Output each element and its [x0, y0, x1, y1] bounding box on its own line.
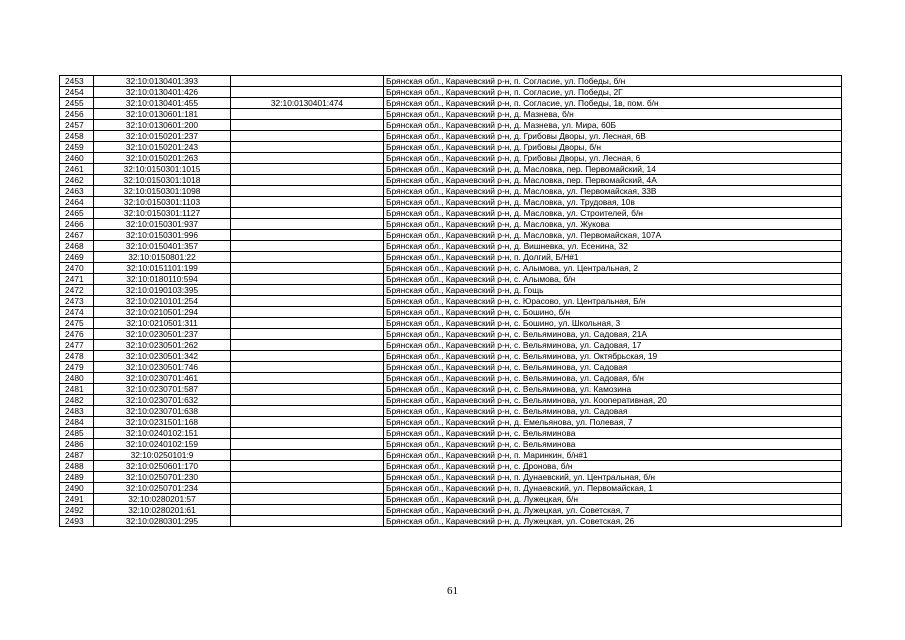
cadastral-number-cell: 32:10:0150301:937 [94, 219, 231, 230]
cadastral-number-cell: 32:10:0150301:1098 [94, 186, 231, 197]
related-cadastral-number-cell [231, 340, 384, 351]
table-row [60, 516, 842, 527]
cadastral-number-cell: 32:10:0231501:168 [94, 417, 231, 428]
table-row [60, 208, 842, 219]
cadastral-number-cell: 32:10:0150801:22 [94, 252, 231, 263]
address-cell: Брянская обл., Карачевский р-н, д. Лужецкая, б/н [384, 494, 842, 505]
row-number-cell: 2457 [60, 120, 94, 131]
table-row [60, 153, 842, 164]
table-row [60, 120, 842, 131]
address-cell: Брянская обл., Карачевский р-н, д. Лужецкая, ул. Советская, 26 [384, 516, 842, 527]
related-cadastral-number-cell [231, 362, 384, 373]
row-number-cell: 2484 [60, 417, 94, 428]
row-number-cell: 2460 [60, 153, 94, 164]
row-number-cell: 2465 [60, 208, 94, 219]
related-cadastral-number-cell [231, 131, 384, 142]
related-cadastral-number-cell [231, 516, 384, 527]
cadastral-number-cell: 32:10:0150301:1103 [94, 197, 231, 208]
row-number-cell: 2489 [60, 472, 94, 483]
address-cell: Брянская обл., Карачевский р-н, с. Вельяминова, ул. Садовая, 21А [384, 329, 842, 340]
related-cadastral-number-cell [231, 329, 384, 340]
address-cell: Брянская обл., Карачевский р-н, с. Алымова, б/н [384, 274, 842, 285]
related-cadastral-number-cell: 32:10:0130401:474 [231, 98, 384, 109]
related-cadastral-number-cell [231, 263, 384, 274]
address-cell: Брянская обл., Карачевский р-н, с. Алымова, ул. Центральная, 2 [384, 263, 842, 274]
row-number-cell: 2462 [60, 175, 94, 186]
address-cell: Брянская обл., Карачевский р-н, п. Дунаевский, ул. Центральная, б/н [384, 472, 842, 483]
table-row [60, 285, 842, 296]
row-number-cell: 2454 [60, 87, 94, 98]
cadastral-number-cell: 32:10:0150201:243 [94, 142, 231, 153]
table-row [60, 395, 842, 406]
cadastral-number-cell: 32:10:0130401:426 [94, 87, 231, 98]
table-row [60, 461, 842, 472]
registry-sheet [59, 75, 842, 527]
cadastral-number-cell: 32:10:0230501:342 [94, 351, 231, 362]
related-cadastral-number-cell [231, 417, 384, 428]
table-row [60, 76, 842, 87]
cadastral-number-cell: 32:10:0230501:262 [94, 340, 231, 351]
related-cadastral-number-cell [231, 373, 384, 384]
table-row [60, 494, 842, 505]
row-number-cell: 2469 [60, 252, 94, 263]
related-cadastral-number-cell [231, 395, 384, 406]
cadastral-number-cell: 32:10:0230701:587 [94, 384, 231, 395]
registry-table-body [60, 76, 842, 527]
table-row [60, 450, 842, 461]
address-cell: Брянская обл., Карачевский р-н, д. Мазнева, б/н [384, 109, 842, 120]
related-cadastral-number-cell [231, 274, 384, 285]
address-cell: Брянская обл., Карачевский р-н, с. Вельяминова, ул. Кооперативная, 20 [384, 395, 842, 406]
row-number-cell: 2482 [60, 395, 94, 406]
cadastral-number-cell: 32:10:0150201:263 [94, 153, 231, 164]
table-row [60, 109, 842, 120]
cadastral-number-cell: 32:10:0150301:1018 [94, 175, 231, 186]
cadastral-number-cell: 32:10:0210501:311 [94, 318, 231, 329]
related-cadastral-number-cell [231, 109, 384, 120]
related-cadastral-number-cell [231, 186, 384, 197]
row-number-cell: 2493 [60, 516, 94, 527]
row-number-cell: 2491 [60, 494, 94, 505]
address-cell: Брянская обл., Карачевский р-н, п. Маринкин, б/н#1 [384, 450, 842, 461]
cadastral-number-cell: 32:10:0150301:1015 [94, 164, 231, 175]
address-cell: Брянская обл., Карачевский р-н, д. Мазнева, ул. Мира, 60Б [384, 120, 842, 131]
cadastral-number-cell: 32:10:0230701:461 [94, 373, 231, 384]
address-cell: Брянская обл., Карачевский р-н, п. Долгий, Б/Н#1 [384, 252, 842, 263]
cadastral-number-cell: 32:10:0250701:230 [94, 472, 231, 483]
related-cadastral-number-cell [231, 384, 384, 395]
related-cadastral-number-cell [231, 175, 384, 186]
cadastral-number-cell: 32:10:0240102:151 [94, 428, 231, 439]
row-number-cell: 2470 [60, 263, 94, 274]
row-number-cell: 2459 [60, 142, 94, 153]
row-number-cell: 2475 [60, 318, 94, 329]
row-number-cell: 2456 [60, 109, 94, 120]
table-row [60, 142, 842, 153]
cadastral-number-cell: 32:10:0230701:632 [94, 395, 231, 406]
row-number-cell: 2468 [60, 241, 94, 252]
row-number-cell: 2483 [60, 406, 94, 417]
row-number-cell: 2473 [60, 296, 94, 307]
address-cell: Брянская обл., Карачевский р-н, д. Гощь [384, 285, 842, 296]
row-number-cell: 2476 [60, 329, 94, 340]
address-cell: Брянская обл., Карачевский р-н, с. Дронова, б/н [384, 461, 842, 472]
related-cadastral-number-cell [231, 164, 384, 175]
table-row [60, 197, 842, 208]
related-cadastral-number-cell [231, 428, 384, 439]
related-cadastral-number-cell [231, 461, 384, 472]
cadastral-number-cell: 32:10:0280201:61 [94, 505, 231, 516]
table-row [60, 340, 842, 351]
address-cell: Брянская обл., Карачевский р-н, д. Масловка, ул. Трудовая, 10в [384, 197, 842, 208]
related-cadastral-number-cell [231, 472, 384, 483]
cadastral-number-cell: 32:10:0250701:234 [94, 483, 231, 494]
address-cell: Брянская обл., Карачевский р-н, п. Согласие, ул. Победы, 2Г [384, 87, 842, 98]
row-number-cell: 2463 [60, 186, 94, 197]
page-number: 61 [447, 585, 458, 597]
row-number-cell: 2488 [60, 461, 94, 472]
row-number-cell: 2453 [60, 76, 94, 87]
address-cell: Брянская обл., Карачевский р-н, с. Вельяминова, ул. Садовая, 17 [384, 340, 842, 351]
cadastral-number-cell: 32:10:0151101:199 [94, 263, 231, 274]
row-number-cell: 2467 [60, 230, 94, 241]
related-cadastral-number-cell [231, 197, 384, 208]
table-row [60, 87, 842, 98]
related-cadastral-number-cell [231, 307, 384, 318]
related-cadastral-number-cell [231, 241, 384, 252]
table-row [60, 439, 842, 450]
table-row [60, 252, 842, 263]
address-cell: Брянская обл., Карачевский р-н, д. Грибовы Дворы, ул. Лесная, 6В [384, 131, 842, 142]
address-cell: Брянская обл., Карачевский р-н, с. Вельяминова [384, 439, 842, 450]
row-number-cell: 2471 [60, 274, 94, 285]
address-cell: Брянская обл., Карачевский р-н, п. Дунаевский, ул. Первомайская, 1 [384, 483, 842, 494]
address-cell: Брянская обл., Карачевский р-н, д. Масловка, ул. Строителей, б/н [384, 208, 842, 219]
address-cell: Брянская обл., Карачевский р-н, п. Согласие, ул. Победы, 1в, пом. б/н [384, 98, 842, 109]
table-row [60, 428, 842, 439]
cadastral-number-cell: 32:10:0130601:181 [94, 109, 231, 120]
related-cadastral-number-cell [231, 87, 384, 98]
table-row [60, 417, 842, 428]
table-row [60, 505, 842, 516]
related-cadastral-number-cell [231, 494, 384, 505]
cadastral-number-cell: 32:10:0210101:254 [94, 296, 231, 307]
row-number-cell: 2485 [60, 428, 94, 439]
cadastral-number-cell: 32:10:0230701:638 [94, 406, 231, 417]
cadastral-number-cell: 32:10:0230501:746 [94, 362, 231, 373]
cadastral-number-cell: 32:10:0150301:996 [94, 230, 231, 241]
cadastral-number-cell: 32:10:0130401:393 [94, 76, 231, 87]
related-cadastral-number-cell [231, 230, 384, 241]
address-cell: Брянская обл., Карачевский р-н, с. Бошино, б/н [384, 307, 842, 318]
address-cell: Брянская обл., Карачевский р-н, д. Грибовы Дворы, ул. Лесная, 6 [384, 153, 842, 164]
row-number-cell: 2492 [60, 505, 94, 516]
address-cell: Брянская обл., Карачевский р-н, с. Вельяминова, ул. Камозина [384, 384, 842, 395]
row-number-cell: 2477 [60, 340, 94, 351]
related-cadastral-number-cell [231, 450, 384, 461]
registry-table [59, 75, 842, 527]
address-cell: Брянская обл., Карачевский р-н, с. Бошино, ул. Школьная, 3 [384, 318, 842, 329]
table-row [60, 384, 842, 395]
related-cadastral-number-cell [231, 439, 384, 450]
row-number-cell: 2479 [60, 362, 94, 373]
row-number-cell: 2472 [60, 285, 94, 296]
related-cadastral-number-cell [231, 406, 384, 417]
address-cell: Брянская обл., Карачевский р-н, с. Вельяминова, ул. Садовая [384, 406, 842, 417]
address-cell: Брянская обл., Карачевский р-н, д. Масловка, ул. Первомайская, 33В [384, 186, 842, 197]
table-row [60, 351, 842, 362]
cadastral-number-cell: 32:10:0230501:237 [94, 329, 231, 340]
cadastral-number-cell: 32:10:0250101:9 [94, 450, 231, 461]
row-number-cell: 2486 [60, 439, 94, 450]
table-row [60, 373, 842, 384]
cadastral-number-cell: 32:10:0280201:57 [94, 494, 231, 505]
related-cadastral-number-cell [231, 76, 384, 87]
related-cadastral-number-cell [231, 296, 384, 307]
address-cell: Брянская обл., Карачевский р-н, с. Вельяминова, ул. Садовая, б/н [384, 373, 842, 384]
related-cadastral-number-cell [231, 208, 384, 219]
address-cell: Брянская обл., Карачевский р-н, с. Юрасово, ул. Центральная, Б/н [384, 296, 842, 307]
table-row [60, 131, 842, 142]
cadastral-number-cell: 32:10:0280301:295 [94, 516, 231, 527]
address-cell: Брянская обл., Карачевский р-н, д. Лужецкая, ул. Советская, 7 [384, 505, 842, 516]
table-row [60, 318, 842, 329]
address-cell: Брянская обл., Карачевский р-н, с. Вельяминова, ул. Октябрьская, 19 [384, 351, 842, 362]
related-cadastral-number-cell [231, 120, 384, 131]
row-number-cell: 2490 [60, 483, 94, 494]
cadastral-number-cell: 32:10:0150201:237 [94, 131, 231, 142]
table-row [60, 219, 842, 230]
cadastral-number-cell: 32:10:0150401:357 [94, 241, 231, 252]
row-number-cell: 2455 [60, 98, 94, 109]
related-cadastral-number-cell [231, 219, 384, 230]
table-row [60, 241, 842, 252]
row-number-cell: 2481 [60, 384, 94, 395]
table-row [60, 472, 842, 483]
row-number-cell: 2461 [60, 164, 94, 175]
row-number-cell: 2474 [60, 307, 94, 318]
address-cell: Брянская обл., Карачевский р-н, с. Вельяминова, ул. Садовая [384, 362, 842, 373]
address-cell: Брянская обл., Карачевский р-н, д. Масловка, пер. Первомайский, 4А [384, 175, 842, 186]
address-cell: Брянская обл., Карачевский р-н, д. Масловка, ул. Жукова [384, 219, 842, 230]
row-number-cell: 2464 [60, 197, 94, 208]
related-cadastral-number-cell [231, 318, 384, 329]
row-number-cell: 2466 [60, 219, 94, 230]
table-row [60, 329, 842, 340]
address-cell: Брянская обл., Карачевский р-н, д. Грибовы Дворы, б/н [384, 142, 842, 153]
row-number-cell: 2478 [60, 351, 94, 362]
address-cell: Брянская обл., Карачевский р-н, д. Емельянова, ул. Полевая, 7 [384, 417, 842, 428]
table-row [60, 164, 842, 175]
table-row [60, 362, 842, 373]
address-cell: Брянская обл., Карачевский р-н, с. Вельяминова [384, 428, 842, 439]
row-number-cell: 2487 [60, 450, 94, 461]
related-cadastral-number-cell [231, 483, 384, 494]
table-row [60, 98, 842, 109]
table-row [60, 175, 842, 186]
related-cadastral-number-cell [231, 142, 384, 153]
table-row [60, 483, 842, 494]
table-row [60, 274, 842, 285]
related-cadastral-number-cell [231, 153, 384, 164]
table-row [60, 296, 842, 307]
cadastral-number-cell: 32:10:0130401:455 [94, 98, 231, 109]
row-number-cell: 2458 [60, 131, 94, 142]
cadastral-number-cell: 32:10:0130601:200 [94, 120, 231, 131]
cadastral-number-cell: 32:10:0210501:294 [94, 307, 231, 318]
cadastral-number-cell: 32:10:0250601:170 [94, 461, 231, 472]
related-cadastral-number-cell [231, 252, 384, 263]
address-cell: Брянская обл., Карачевский р-н, д. Вишневка, ул. Есенина, 32 [384, 241, 842, 252]
cadastral-number-cell: 32:10:0180110:594 [94, 274, 231, 285]
address-cell: Брянская обл., Карачевский р-н, д. Масловка, ул. Первомайская, 107А [384, 230, 842, 241]
address-cell: Брянская обл., Карачевский р-н, д. Масловка, пер. Первомайский, 14 [384, 164, 842, 175]
cadastral-number-cell: 32:10:0150301:1127 [94, 208, 231, 219]
table-row [60, 230, 842, 241]
related-cadastral-number-cell [231, 351, 384, 362]
cadastral-number-cell: 32:10:0240102:159 [94, 439, 231, 450]
table-row [60, 406, 842, 417]
row-number-cell: 2480 [60, 373, 94, 384]
table-row [60, 186, 842, 197]
table-row [60, 263, 842, 274]
address-cell: Брянская обл., Карачевский р-н, п. Согласие, ул. Победы, б/н [384, 76, 842, 87]
related-cadastral-number-cell [231, 285, 384, 296]
cadastral-number-cell: 32:10:0190103:395 [94, 285, 231, 296]
table-row [60, 307, 842, 318]
related-cadastral-number-cell [231, 505, 384, 516]
